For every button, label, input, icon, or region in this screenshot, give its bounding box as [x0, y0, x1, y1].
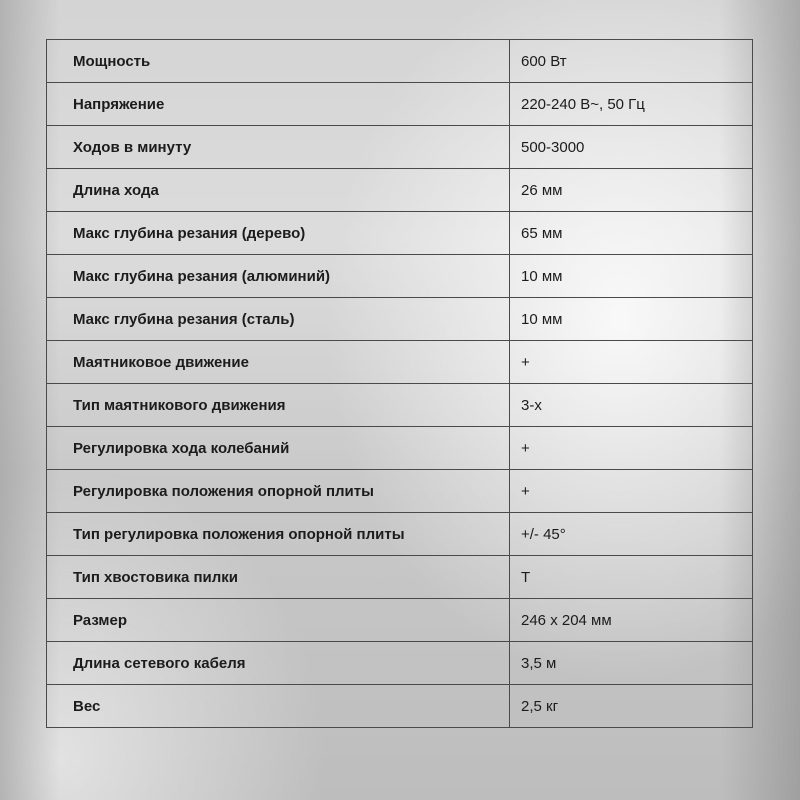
spec-row-stroke-length [47, 169, 753, 212]
spec-value: 2,5 кг [510, 685, 753, 728]
spec-value: 220-240 В~, 50 Гц [510, 83, 753, 126]
spec-value: + [510, 341, 753, 384]
spec-label: Тип регулировка положения опорной плиты [47, 513, 510, 556]
spec-value: + [510, 427, 753, 470]
spec-label: Длина сетевого кабеля [47, 642, 510, 685]
spec-value: 10 мм [510, 255, 753, 298]
spec-label: Длина хода [47, 169, 510, 212]
spec-row-power [47, 40, 753, 83]
spec-label: Вес [47, 685, 510, 728]
spec-label: Ходов в минуту [47, 126, 510, 169]
spec-label: Регулировка хода колебаний [47, 427, 510, 470]
spec-row-base-plate-adjustment-type [47, 513, 753, 556]
spec-value: 500-3000 [510, 126, 753, 169]
spec-label: Размер [47, 599, 510, 642]
spec-row-size [47, 599, 753, 642]
specs-table [46, 39, 753, 728]
spec-row-strokes-per-minute [47, 126, 753, 169]
spec-label: Маятниковое движение [47, 341, 510, 384]
spec-row-cable-length [47, 642, 753, 685]
spec-label: Регулировка положения опорной плиты [47, 470, 510, 513]
spec-row-voltage [47, 83, 753, 126]
spec-value: 3,5 м [510, 642, 753, 685]
spec-value: 246 x 204 мм [510, 599, 753, 642]
spec-value: 10 мм [510, 298, 753, 341]
spec-label: Тип маятникового движения [47, 384, 510, 427]
spec-label: Макс глубина резания (дерево) [47, 212, 510, 255]
spec-row-pendulum-type [47, 384, 753, 427]
spec-label: Макс глубина резания (сталь) [47, 298, 510, 341]
spec-row-weight [47, 685, 753, 728]
spec-row-pendulum-action [47, 341, 753, 384]
spec-row-blade-shank-type [47, 556, 753, 599]
spec-label: Мощность [47, 40, 510, 83]
spec-label: Напряжение [47, 83, 510, 126]
spec-value: 26 мм [510, 169, 753, 212]
spec-value: 65 мм [510, 212, 753, 255]
spec-row-max-depth-steel [47, 298, 753, 341]
spec-row-oscillation-adjustment [47, 427, 753, 470]
spec-value: 600 Вт [510, 40, 753, 83]
spec-label: Макс глубина резания (алюминий) [47, 255, 510, 298]
spec-label: Тип хвостовика пилки [47, 556, 510, 599]
spec-value: + [510, 470, 753, 513]
spec-value: T [510, 556, 753, 599]
spec-row-max-depth-aluminum [47, 255, 753, 298]
spec-value: +/- 45° [510, 513, 753, 556]
spec-row-base-plate-adjustment [47, 470, 753, 513]
spec-value: 3-х [510, 384, 753, 427]
spec-row-max-depth-wood [47, 212, 753, 255]
